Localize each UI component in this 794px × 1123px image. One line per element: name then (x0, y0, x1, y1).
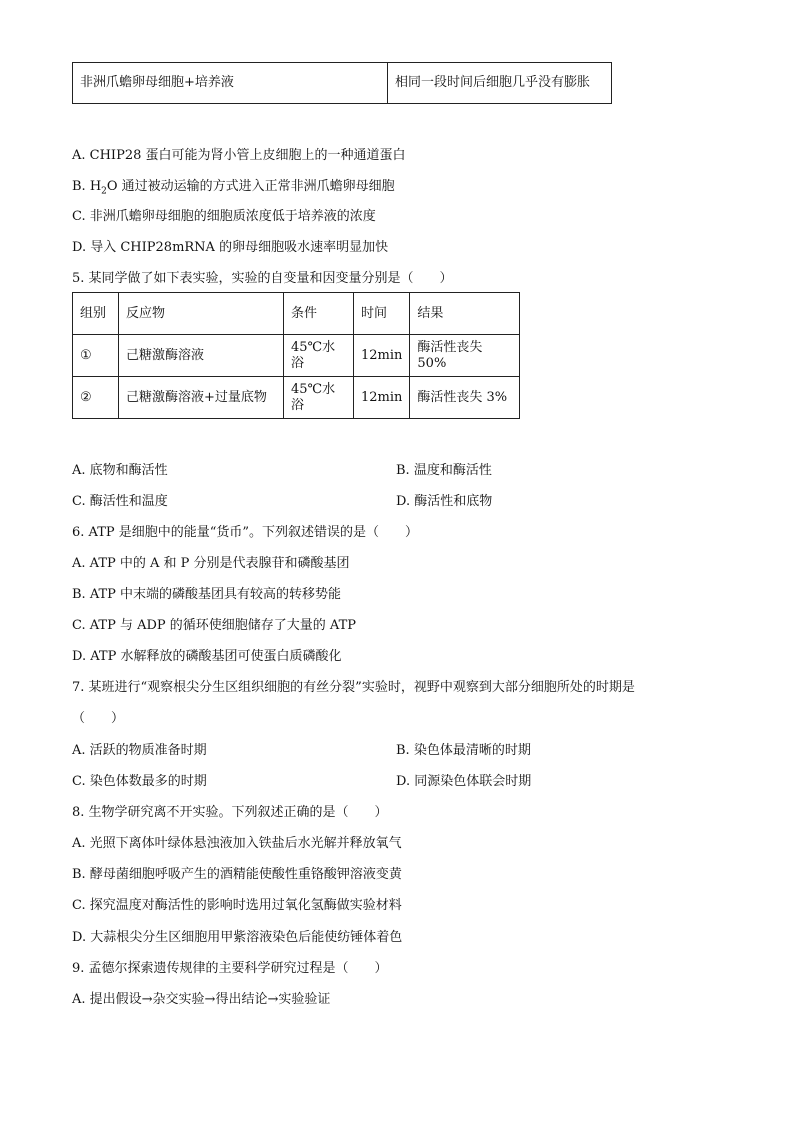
table-cell: 己糖激酶溶液+过量底物 (119, 377, 284, 419)
q9-stem: 9. 孟德尔探索遗传规律的主要科学研究过程是（ ） (72, 961, 388, 976)
q5-option-a: A. 底物和酶活性 (72, 463, 168, 478)
q7-stem: 7. 某班进行“观察根尖分生区组织细胞的有丝分裂”实验时，视野中观察到大部分细胞所处的时期是 (72, 680, 635, 695)
q5-option-c: C. 酶活性和温度 (72, 494, 168, 509)
table-cell: 己糖激酶溶液 (119, 335, 284, 377)
q5-option-d: D. 酶活性和底物 (396, 494, 493, 509)
q8-option-d: D. 大蒜根尖分生区细胞用甲紫溶液染色后能使纺锤体着色 (72, 930, 403, 945)
table-row (73, 63, 612, 104)
table-cell: ① (73, 335, 119, 377)
q6-option-b: B. ATP 中末端的磷酸基团具有较高的转移势能 (72, 587, 342, 602)
table-header-row (73, 293, 520, 335)
q6-stem: 6. ATP 是细胞中的能量“货币”。下列叙述错误的是（ ） (72, 525, 419, 540)
q9-option-a: A. 提出假设→杂交实验→得出结论→实验验证 (72, 992, 331, 1007)
q8-stem: 8. 生物学研究离不开实验。下列叙述正确的是（ ） (72, 805, 388, 820)
table-row (73, 377, 520, 419)
table-cell: 相同一段时间后细胞几乎没有膨胀 (388, 63, 612, 104)
table-cell: 12min (354, 335, 410, 377)
q6-option-c: C. ATP 与 ADP 的循环使细胞储存了大量的 ATP (72, 618, 357, 633)
subscript: 2 (101, 186, 107, 197)
q8-option-c: C. 探究温度对酶活性的影响时选用过氧化氢酶做实验材料 (72, 898, 402, 913)
q4-option-b (72, 175, 395, 197)
q6-option-a: A. ATP 中的 A 和 P 分别是代表腺苷和磷酸基团 (72, 556, 350, 571)
q4-option-a: A. CHIP28 蛋白可能为肾小管上皮细胞上的一种通道蛋白 (72, 148, 406, 163)
table-cell: 酶活性丧失 50% (410, 335, 520, 377)
table-header-cell: 条件 (284, 293, 354, 335)
q4-option-b-suffix: O 通过被动运输的方式进入正常非洲爪蟾卵母细胞 (106, 179, 395, 194)
q8-option-b: B. 酵母菌细胞呼吸产生的酒精能使酸性重铬酸钾溶液变黄 (72, 867, 402, 882)
table-header-cell: 反应物 (119, 293, 284, 335)
table-header-cell: 时间 (354, 293, 410, 335)
comparison-table (72, 62, 612, 104)
table-cell: 12min (354, 377, 410, 419)
q7-option-d: D. 同源染色体联会时期 (396, 774, 532, 789)
table-cell: 酶活性丧失 3% (410, 377, 520, 419)
q7-option-c: C. 染色体数最多的时期 (72, 774, 207, 789)
q7-option-b: B. 染色体最清晰的时期 (396, 743, 531, 758)
table-header-cell: 结果 (410, 293, 520, 335)
q4-option-c: C. 非洲爪蟾卵母细胞的细胞质浓度低于培养液的浓度 (72, 209, 376, 224)
q6-option-d: D. ATP 水解释放的磷酸基团可使蛋白质磷酸化 (72, 649, 342, 664)
table-row (73, 335, 520, 377)
q7-option-a: A. 活跃的物质准备时期 (72, 743, 207, 758)
q5-stem: 5. 某同学做了如下表实验，实验的自变量和因变量分别是（ ） (72, 271, 453, 286)
table-cell: 45℃水浴 (284, 335, 354, 377)
q5-option-b: B. 温度和酶活性 (396, 463, 492, 478)
q4-option-b-prefix: B. H (72, 179, 102, 194)
table-cell: 非洲爪蟾卵母细胞+培养液 (73, 63, 388, 104)
q4-option-d: D. 导入 CHIP28mRNA 的卵母细胞吸水速率明显加快 (72, 240, 389, 255)
table-cell: 45℃水浴 (284, 377, 354, 419)
q8-option-a: A. 光照下离体叶绿体悬浊液加入铁盐后水光解并释放氧气 (72, 836, 402, 851)
table-header-cell: 组别 (73, 293, 119, 335)
table-cell: ② (73, 377, 119, 419)
q7-stem-paren: （ ） (72, 711, 125, 726)
experiment-table (72, 292, 520, 419)
